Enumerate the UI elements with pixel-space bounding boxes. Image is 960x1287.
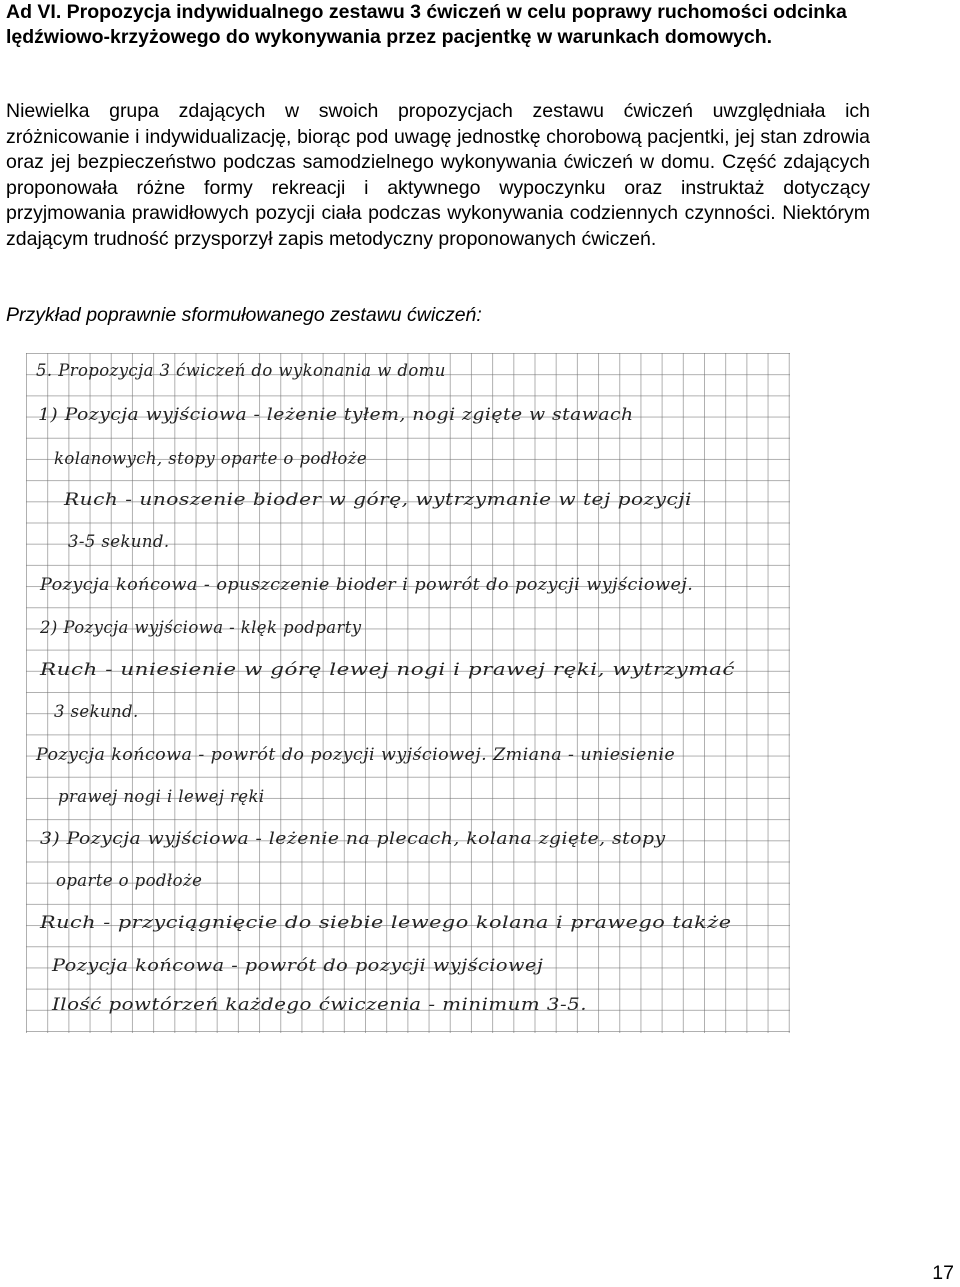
handwritten-line: prawej nogi i lewej ręki [58, 787, 265, 806]
handwritten-line: Ruch - uniesienie w górę lewej nogi i prawej ręki, wytrzymać [40, 660, 735, 679]
handwritten-line: 1) Pozycja wyjściowa - leżenie tyłem, nogi zgięte w stawach [38, 405, 634, 424]
body-paragraph: Niewielka grupa zdających w swoich propozycjach zestawu ćwiczeń uwzględniała ich zróżnicowanie i indywidualizację, biorąc pod uwagę jednostkę chorobową pacjentki, jej stan zdrowia oraz jej bezpieczeństwo podczas samodzielnego wykonywania ćwiczeń w domu. Część zdających proponowała różne formy rekreacji i aktywnego wypoczynku oraz instruktaż dotyczący przyjmowania prawidłowych pozycji ciała podczas wykonywania codziennych czynności. Niektórym zdającym trudność przysporzył zapis metodyczny proponowanych ćwiczeń. [6, 100, 870, 250]
handwritten-line: Ilość powtórzeń każdego ćwiczenia - minimum 3-5. [52, 995, 588, 1014]
section-heading: Ad VI. Propozycja indywidualnego zestawu 3 ćwiczeń w celu poprawy ruchomości odcinka lędźwiowo-krzyżowego do wykonywania przez pacjentkę w warunkach domowych. [6, 1, 847, 48]
handwritten-line: kolanowych, stopy oparte o podłoże [54, 449, 368, 468]
handwritten-line: 3 sekund. [54, 702, 139, 721]
handwritten-line: 3) Pozycja wyjściowa - leżenie na plecach, kolana zgięte, stopy [40, 829, 666, 848]
handwritten-line: Pozycja końcowa - powrót do pozycji wyjściowej [52, 956, 544, 975]
handwritten-line: oparte o podłoże [56, 871, 203, 890]
handwritten-line: Ruch - przyciągnięcie do siebie lewego kolana i prawego także [40, 913, 732, 932]
example-label: Przykład poprawnie sformułowanego zestawu ćwiczeń: [6, 304, 482, 326]
handwritten-exercise-scan [26, 353, 790, 1033]
handwritten-line: 2) Pozycja wyjściowa - klęk podparty [40, 618, 362, 637]
handwritten-line: 5. Propozycja 3 ćwiczeń do wykonania w domu [36, 361, 446, 380]
handwritten-line: 3-5 sekund. [68, 532, 170, 551]
page-number: 17 [932, 1262, 954, 1284]
handwritten-line: Pozycja końcowa - powrót do pozycji wyjściowej. Zmiana - uniesienie [36, 745, 676, 764]
handwritten-line: Pozycja końcowa - opuszczenie bioder i powrót do pozycji wyjściowej. [40, 575, 694, 594]
handwritten-line: Ruch - unoszenie bioder w górę, wytrzymanie w tej pozycji [64, 490, 692, 509]
